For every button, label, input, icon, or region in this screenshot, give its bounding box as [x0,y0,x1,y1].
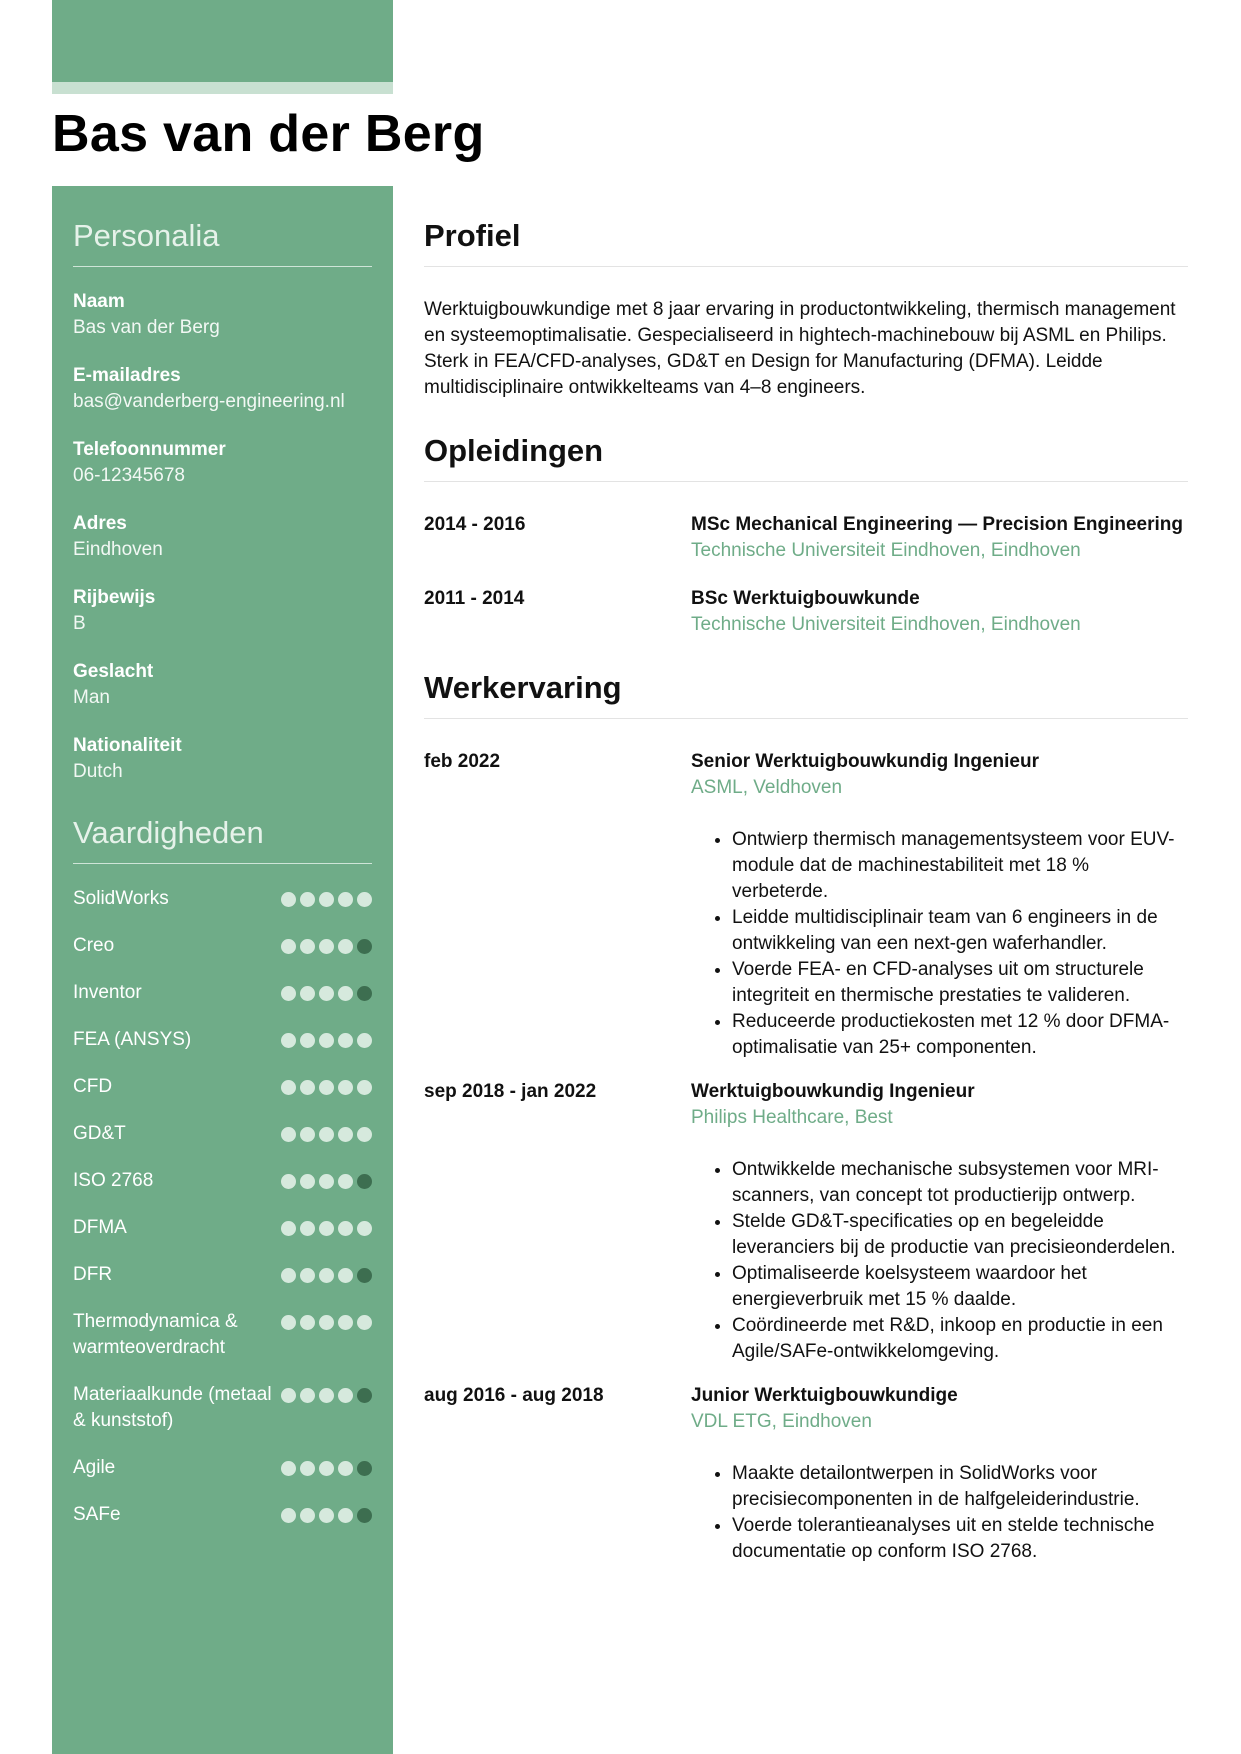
rating-dot-icon [300,1461,315,1476]
rating-dot-icon [281,939,296,954]
rating-dot-icon [338,1268,353,1283]
entry-title: Werktuigbouwkundig Ingenieur [691,1081,975,1102]
entry-body [691,749,1188,1061]
rating-dot-icon [338,1508,353,1523]
personal-field-value: Eindhoven [73,539,163,560]
rating-dot-icon [338,892,353,907]
rating-dot-icon [338,986,353,1001]
skill-rating [281,1121,372,1142]
skill-name: ISO 2768 [73,1170,154,1191]
skill-rating [281,1382,372,1403]
personal-field-label: Adres [73,513,127,534]
skill-rating [281,1027,372,1048]
personal-field-label: Telefoonnummer [73,439,226,460]
personal-field [73,363,372,415]
bullet-item: • Maakte detailontwerpen in SolidWorks voor precisiecomponenten in de halfgeleiderindustrie. [732,1461,1188,1513]
skill-name: SAFe [73,1504,121,1525]
profile-heading: Profiel [424,218,1188,267]
rating-dot-icon [281,1315,296,1330]
entry-bullets [691,1157,1188,1365]
personal-field [73,289,372,341]
rating-dot-icon [319,1268,334,1283]
personal-field [73,585,372,637]
skill-rating [281,1215,372,1236]
rating-dot-icon [300,1388,315,1403]
header-accent-block [52,0,393,82]
rating-dot-icon [300,986,315,1001]
bullet-item: • Optimaliseerde koelsysteem waardoor het energieverbruik met 15 % daalde. [732,1261,1188,1313]
personal-field [73,511,372,563]
skill-row [73,1262,372,1288]
bullet-item: • Leidde multidisciplinair team van 6 engineers in de ontwikkeling van een next-gen waferhandler. [732,905,1188,957]
rating-dot-icon [281,1174,296,1189]
rating-dot-icon [300,1508,315,1523]
rating-dot-icon [357,1174,372,1189]
work-list [424,749,1188,1565]
entry-organization: Technische Universiteit Eindhoven, Eindhoven [691,614,1081,635]
entry-organization: ASML, Veldhoven [691,777,843,798]
personal-field-value: bas@vanderberg-engineering.nl [73,391,345,412]
skill-rating [281,933,372,954]
rating-dot-icon [338,1388,353,1403]
rating-dot-icon [319,1080,334,1095]
rating-dot-icon [300,939,315,954]
personal-field-label: Rijbewijs [73,587,156,608]
rating-dot-icon [300,1080,315,1095]
personal-heading: Personalia [73,218,372,267]
rating-dot-icon [319,892,334,907]
skill-row [73,1455,372,1481]
rating-dot-icon [357,1221,372,1236]
rating-dot-icon [319,939,334,954]
rating-dot-icon [300,1127,315,1142]
rating-dot-icon [338,1315,353,1330]
skill-row [73,1074,372,1100]
rating-dot-icon [281,1127,296,1142]
rating-dot-icon [338,1033,353,1048]
rating-dot-icon [319,1174,334,1189]
entry-bullets [691,1461,1188,1565]
personal-field-label: E-mailadres [73,365,181,386]
rating-dot-icon [281,1388,296,1403]
skill-name: DFR [73,1264,113,1285]
personal-fields [73,289,372,785]
rating-dot-icon [357,1080,372,1095]
skill-row [73,980,372,1006]
entry-date: 2011 - 2014 [424,588,525,609]
main-content [424,186,1188,1565]
rating-dot-icon [319,986,334,1001]
skill-name: FEA (ANSYS) [73,1029,192,1050]
skill-rating [281,1502,372,1523]
entry-date: aug 2016 - aug 2018 [424,1385,604,1406]
entry-date: 2014 - 2016 [424,514,526,535]
rating-dot-icon [281,1508,296,1523]
skill-rating [281,886,372,907]
rating-dot-icon [300,1221,315,1236]
skills-list [73,886,372,1528]
entry-body [691,512,1188,564]
entry-title: BSc Werktuigbouwkunde [691,588,920,609]
skill-rating [281,1074,372,1095]
entry-body [691,586,1188,638]
rating-dot-icon [319,1315,334,1330]
candidate-name: Bas van der Berg [52,105,485,163]
personal-field-value: Dutch [73,761,123,782]
entry-date: sep 2018 - jan 2022 [424,1081,597,1102]
rating-dot-icon [300,892,315,907]
skill-rating [281,1168,372,1189]
personal-field [73,437,372,489]
skill-name: Inventor [73,982,142,1003]
rating-dot-icon [281,1033,296,1048]
rating-dot-icon [281,986,296,1001]
rating-dot-icon [300,1268,315,1283]
personal-field [73,659,372,711]
rating-dot-icon [338,939,353,954]
skill-name: DFMA [73,1217,127,1238]
skill-row [73,933,372,959]
bullet-item: • Voerde FEA- en CFD-analyses uit om structurele integriteit en thermische prestaties te valideren. [732,957,1188,1009]
skill-rating [281,1455,372,1476]
rating-dot-icon [357,1315,372,1330]
rating-dot-icon [281,1268,296,1283]
skill-rating [281,980,372,1001]
entry-organization: Technische Universiteit Eindhoven, Eindhoven [691,540,1081,561]
rating-dot-icon [357,1127,372,1142]
personal-field [73,733,372,785]
skills-heading: Vaardigheden [73,815,372,864]
work-entry [424,749,1188,1061]
skill-name: Thermodynamica & warmteoverdracht [73,1311,238,1358]
rating-dot-icon [338,1174,353,1189]
skill-row [73,1382,372,1434]
skill-row [73,1168,372,1194]
rating-dot-icon [319,1033,334,1048]
education-entry [424,586,1188,638]
bullet-item: • Ontwikkelde mechanische subsystemen voor MRI-scanners, van concept tot productierijp ontwerp. [732,1157,1188,1209]
skill-row [73,1027,372,1053]
rating-dot-icon [357,1461,372,1476]
bullet-item: • Coördineerde met R&D, inkoop en productie in een Agile/SAFe-ontwikkelomgeving. [732,1313,1188,1365]
rating-dot-icon [281,1080,296,1095]
rating-dot-icon [338,1127,353,1142]
entry-date: feb 2022 [424,751,501,772]
rating-dot-icon [319,1461,334,1476]
rating-dot-icon [338,1461,353,1476]
entry-bullets [691,827,1188,1061]
skill-name: GD&T [73,1123,126,1144]
personal-field-value: Bas van der Berg [73,317,220,338]
work-heading: Werkervaring [424,670,1188,719]
bullet-item: • Reduceerde productiekosten met 12 % door DFMA-optimalisatie van 25+ componenten. [732,1009,1188,1061]
skill-row [73,1121,372,1147]
skill-rating [281,1262,372,1283]
rating-dot-icon [357,1268,372,1283]
rating-dot-icon [357,1508,372,1523]
rating-dot-icon [338,1221,353,1236]
rating-dot-icon [357,939,372,954]
rating-dot-icon [338,1080,353,1095]
personal-field-label: Geslacht [73,661,154,682]
entry-title: Junior Werktuigbouwkundige [691,1385,958,1406]
rating-dot-icon [357,892,372,907]
skill-row [73,1309,372,1361]
rating-dot-icon [300,1315,315,1330]
skill-name: Materiaalkunde (metaal & kunststof) [73,1384,272,1431]
entry-body [691,1079,1188,1365]
personal-field-value: B [73,613,86,634]
rating-dot-icon [319,1508,334,1523]
personal-field-value: Man [73,687,110,708]
work-entry [424,1383,1188,1565]
header-accent-strip [52,82,393,94]
profile-text: Werktuigbouwkundige met 8 jaar ervaring in productontwikkeling, thermisch management en systeemoptimalisatie. Gespecialiseerd in hightech-machinebouw bij ASML en Philips. Sterk in FEA/CFD-analyses, GD&T en Design for Manufacturing (DFMA). Leidde multidisciplinaire ontwikkelteams van 4–8 engineers. [424,299,1176,398]
entry-organization: Philips Healthcare, Best [691,1107,893,1128]
education-entry [424,512,1188,564]
education-list [424,512,1188,638]
skill-name: Creo [73,935,115,956]
rating-dot-icon [300,1033,315,1048]
rating-dot-icon [319,1127,334,1142]
entry-organization: VDL ETG, Eindhoven [691,1411,872,1432]
work-entry [424,1079,1188,1365]
rating-dot-icon [281,892,296,907]
education-heading: Opleidingen [424,433,1188,482]
skill-row [73,1502,372,1528]
entry-title: MSc Mechanical Engineering — Precision Engineering [691,514,1184,535]
skill-row [73,886,372,912]
sidebar [52,186,393,1754]
rating-dot-icon [300,1174,315,1189]
skill-name: SolidWorks [73,888,169,909]
skill-name: CFD [73,1076,113,1097]
skill-rating [281,1309,372,1330]
personal-field-value: 06-12345678 [73,465,185,486]
rating-dot-icon [357,1388,372,1403]
bullet-item: • Stelde GD&T-specificaties op en begeleidde leveranciers bij de productie van precisieonderdelen. [732,1209,1188,1261]
rating-dot-icon [357,1033,372,1048]
skill-name: Agile [73,1457,116,1478]
rating-dot-icon [319,1221,334,1236]
skill-row [73,1215,372,1241]
entry-title: Senior Werktuigbouwkundig Ingenieur [691,751,1039,772]
bullet-item: • Voerde tolerantieanalyses uit en stelde technische documentatie op conform ISO 2768. [732,1513,1188,1565]
rating-dot-icon [319,1388,334,1403]
bullet-item: • Ontwierp thermisch managementsysteem voor EUV-module dat de machinestabiliteit met 18 % verbeterde. [732,827,1188,905]
entry-body [691,1383,1188,1565]
personal-field-label: Naam [73,291,125,312]
rating-dot-icon [281,1221,296,1236]
rating-dot-icon [357,986,372,1001]
personal-field-label: Nationaliteit [73,735,182,756]
rating-dot-icon [281,1461,296,1476]
